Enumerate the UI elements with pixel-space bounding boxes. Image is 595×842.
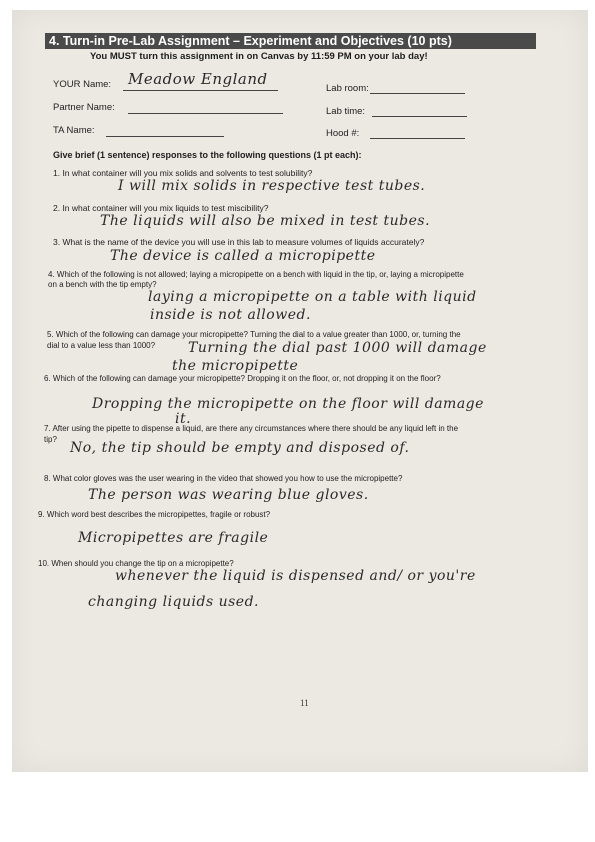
answer-10: whenever the liquid is dispensed and/ or you're	[115, 568, 476, 584]
question-7: 7. After using the pipette to dispense a liquid, are there any circumstances where there should be any liquid left in the	[44, 424, 459, 433]
question-6: 6. Which of the following can damage your micropipette? Dropping it on the floor, or, not dropping it on the floor?	[44, 374, 441, 383]
partner-name-label: Partner Name:	[53, 102, 115, 113]
question-3: 3. What is the name of the device you will use in this lab to measure volumes of liquids accurately?	[53, 237, 425, 247]
lab-room-line[interactable]	[370, 93, 465, 94]
lab-room-label: Lab room:	[326, 83, 369, 94]
partner-name-line[interactable]	[128, 113, 283, 114]
answer-1: I will mix solids in respective test tubes.	[118, 178, 426, 194]
answer-10-cont: changing liquids used.	[88, 594, 259, 610]
answer-8: The person was wearing blue gloves.	[88, 487, 369, 503]
question-4-cont: on a bench with the tip empty?	[48, 280, 157, 289]
ta-name-label: TA Name:	[53, 125, 95, 136]
question-4: 4. Which of the following is not allowed; laying a micropipette on a bench with liquid in the tip, or, laying a micropipette	[48, 270, 464, 279]
answer-5: Turning the dial past 1000 will damage	[188, 340, 487, 356]
question-10: 10. When should you change the tip on a micropipette?	[38, 559, 234, 568]
ta-name-line[interactable]	[106, 136, 224, 137]
your-name-label: YOUR Name:	[53, 79, 112, 90]
deadline-notice: You MUST turn this assignment in on Canvas by 11:59 PM on your lab day!	[90, 51, 428, 62]
page-number: 11	[300, 698, 309, 708]
hood-line[interactable]	[370, 138, 465, 139]
question-5: 5. Which of the following can damage your micropipette? Turning the dial to a value greater than 1000, or, turning the	[47, 330, 461, 339]
answer-6-cont: it.	[175, 411, 192, 427]
lab-time-label: Lab time:	[326, 106, 366, 117]
lab-time-line[interactable]	[372, 116, 467, 117]
worksheet-page	[12, 10, 588, 772]
question-5-cont: dial to a value less than 1000?	[47, 341, 156, 350]
hood-label: Hood #:	[326, 128, 360, 139]
question-9: 9. Which word best describes the micropipettes, fragile or robust?	[38, 510, 271, 519]
answer-9: Micropipettes are fragile	[78, 530, 269, 546]
answer-5-cont: the micropipette	[172, 358, 299, 374]
answer-7: No, the tip should be empty and disposed of.	[70, 440, 410, 456]
instructions: Give brief (1 sentence) responses to the following questions (1 pt each):	[53, 150, 362, 160]
answer-4-cont: inside is not allowed.	[150, 307, 311, 323]
answer-4: laying a micropipette on a table with liquid	[148, 289, 477, 305]
question-1: 1. In what container will you mix solids and solvents to test solubility?	[53, 168, 313, 178]
question-8: 8. What color gloves was the user wearing in the video that showed you how to use the micropipette?	[44, 474, 403, 483]
answer-6: Dropping the micropipette on the floor will damage	[92, 396, 484, 412]
section-title: 4. Turn-in Pre-Lab Assignment – Experiment and Objectives (10 pts)	[45, 33, 536, 49]
question-7-cont: tip?	[44, 435, 57, 444]
your-name-value: Meadow England	[128, 70, 268, 88]
your-name-line[interactable]	[123, 90, 278, 91]
question-2: 2. In what container will you mix liquids to test miscibility?	[53, 203, 269, 213]
answer-2: The liquids will also be mixed in test tubes.	[100, 213, 431, 229]
answer-3: The device is called a micropipette	[110, 248, 376, 264]
